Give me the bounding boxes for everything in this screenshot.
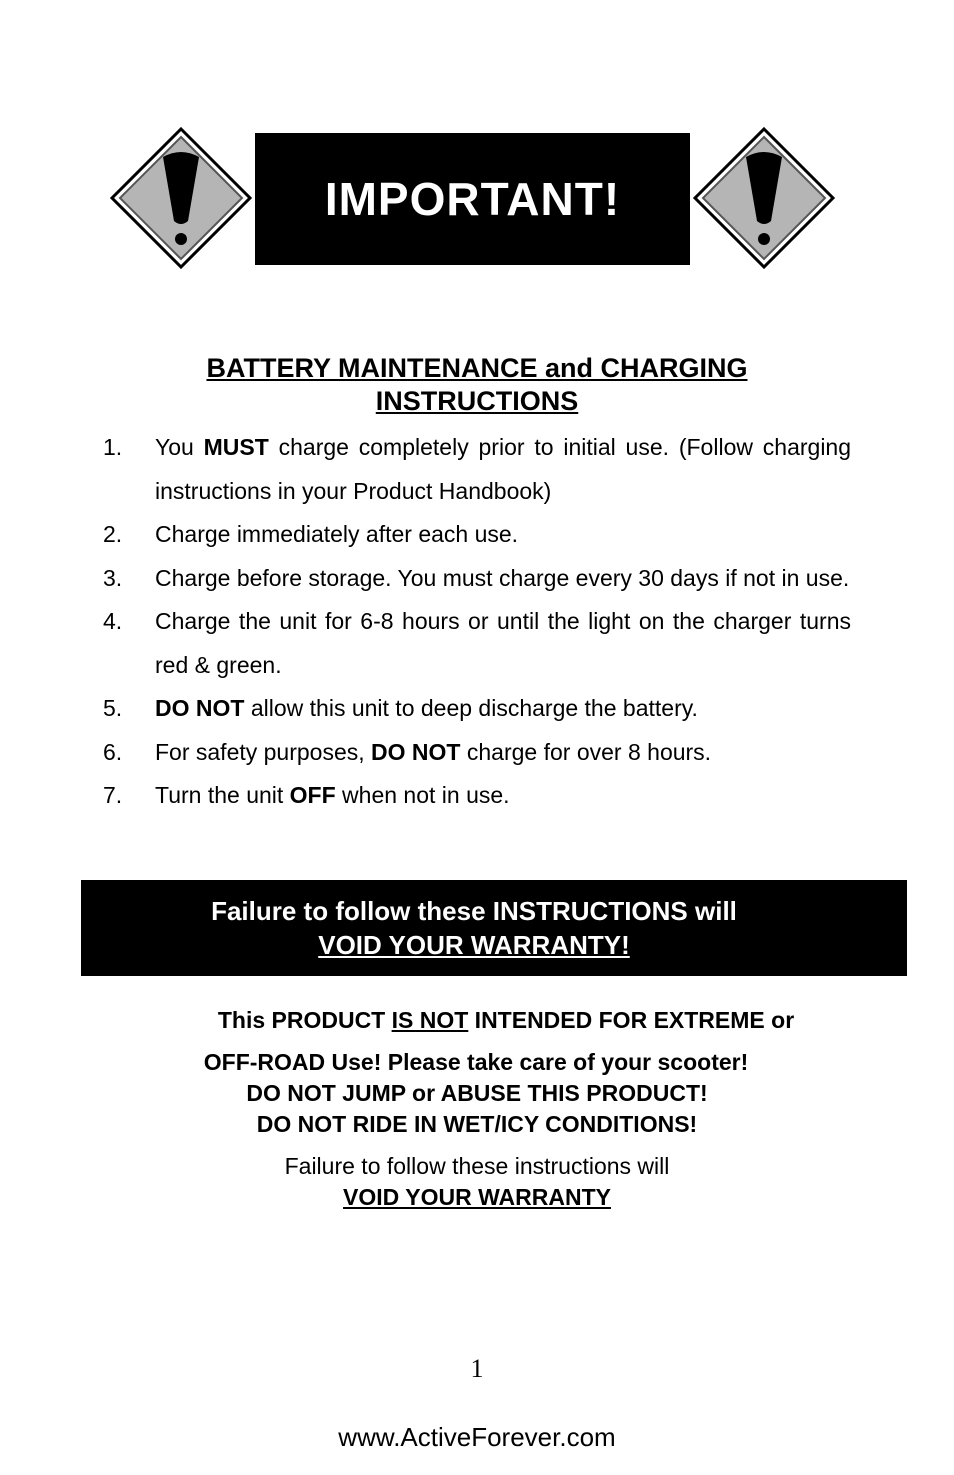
instruction-number: 6. (103, 738, 123, 765)
instruction-item (103, 557, 851, 601)
instruction-text-part: charge completely prior to initial use. (Follow charging instructions in your Product Handbook) (155, 434, 852, 504)
notice-line3: DO NOT JUMP or ABUSE THIS PRODUCT! (246, 1080, 708, 1106)
warranty-banner (81, 880, 907, 976)
notice-footer-line2: VOID YOUR WARRANTY (343, 1184, 611, 1210)
instruction-item (103, 513, 851, 557)
warning-exclamation-icon (108, 125, 254, 271)
instruction-text-part: Turn the unit (155, 782, 290, 808)
warning-exclamation-icon (691, 125, 837, 271)
instruction-text-part: charge for over 8 hours. (460, 738, 712, 765)
instruction-text (155, 731, 851, 775)
instruction-emphasis: DO NOT (371, 738, 461, 765)
notice-footer-line1: Failure to follow these instructions will (284, 1153, 670, 1179)
page-number: 1 (470, 1354, 484, 1383)
instruction-emphasis: OFF (289, 782, 336, 808)
instruction-text-part: Charge the unit for 6-8 hours or until the light on the charger turns red & green. (155, 608, 851, 678)
instruction-emphasis: MUST (203, 434, 269, 460)
notice-block (0, 1047, 954, 1140)
instruction-number: 4. (103, 608, 123, 634)
instruction-number: 1. (103, 434, 123, 460)
instruction-emphasis: DO NOT (155, 695, 245, 721)
instructions-list (103, 426, 851, 818)
instruction-item (103, 774, 851, 818)
instruction-text-part: Charge before storage. You must charge every 30 days if not in use. (155, 564, 850, 591)
warranty-banner-line2: VOID YOUR WARRANTY! (318, 930, 630, 960)
instruction-number: 7. (103, 782, 123, 808)
instruction-item (103, 687, 851, 731)
instruction-text (155, 426, 851, 513)
notice-line1-post: INTENDED FOR EXTREME or (468, 1007, 795, 1033)
notice-footer (0, 1151, 954, 1213)
instruction-number: 5. (103, 695, 123, 721)
instruction-text (155, 600, 851, 687)
instruction-number: 3. (103, 564, 123, 591)
instruction-item (103, 731, 851, 775)
instruction-text-part: You (155, 434, 204, 460)
instruction-text (155, 513, 851, 557)
website-url: www.ActiveForever.com (338, 1422, 616, 1452)
instruction-text (155, 687, 851, 731)
instruction-text-part: when not in use. (335, 782, 510, 808)
instruction-item (103, 600, 851, 687)
important-banner-text: IMPORTANT! (324, 173, 621, 225)
instruction-text-part: allow this unit to deep discharge the battery. (244, 695, 698, 721)
notice-line1 (186, 1005, 826, 1036)
notice-line2: OFF-ROAD Use! Please take care of your scooter! (203, 1049, 749, 1075)
important-banner (255, 133, 690, 265)
instruction-number: 2. (103, 521, 123, 547)
section-title-line2: INSTRUCTIONS (375, 386, 579, 416)
instruction-text-part: Charge immediately after each use. (155, 521, 519, 547)
section-title-line1: BATTERY MAINTENANCE and CHARGING (206, 353, 748, 383)
notice-line1-pre: This PRODUCT (217, 1007, 392, 1033)
notice-line4: DO NOT RIDE IN WET/ICY CONDITIONS! (256, 1111, 698, 1137)
instruction-text (155, 774, 851, 818)
instruction-text-part: For safety purposes, (155, 738, 372, 765)
instruction-item (103, 426, 851, 513)
instruction-text (155, 557, 851, 601)
section-title (0, 352, 954, 418)
warranty-banner-line1: Failure to follow these INSTRUCTIONS will (211, 896, 737, 926)
notice-line1-underlined: IS NOT (391, 1007, 469, 1033)
